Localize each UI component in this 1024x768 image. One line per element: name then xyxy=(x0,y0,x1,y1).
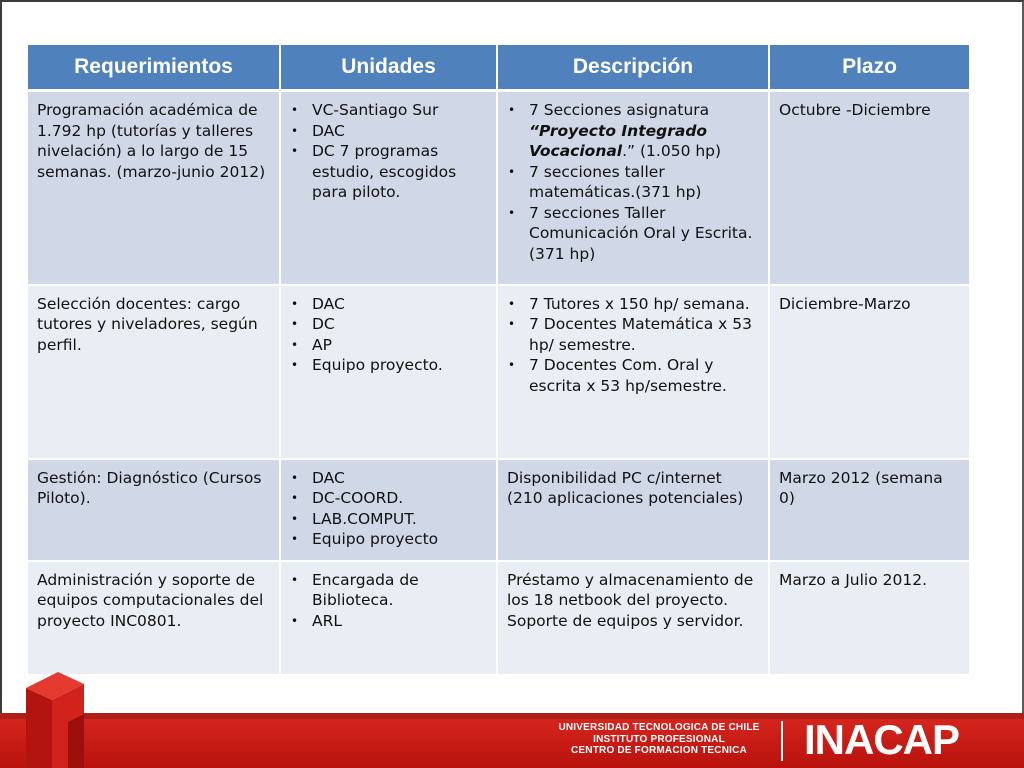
list-item: • DAC xyxy=(291,121,345,140)
list-item: • 7 secciones Taller Comunicación Oral y Escrita.(371 hp) xyxy=(508,203,753,263)
table-row xyxy=(28,459,969,561)
bullet-icon: • xyxy=(291,358,299,372)
bullet-icon: • xyxy=(291,103,299,117)
bullet-icon: • xyxy=(291,613,299,628)
bullet-icon: • xyxy=(291,470,299,485)
bullet-icon: • xyxy=(508,164,516,179)
list-item: • Equipo proyecto xyxy=(291,530,439,548)
cell-plazo: Marzo 2012 (semana 0) xyxy=(769,459,969,561)
list-item: • DAC xyxy=(291,468,345,487)
cell-requerimiento: Selección docentes: cargo tutores y niveladores, según perfil. xyxy=(28,285,280,459)
bullet-icon: • xyxy=(508,317,516,331)
list-item: • DC 7 programas estudio, escogidos para piloto. xyxy=(291,142,457,201)
list-item: • Equipo proyecto. xyxy=(291,356,443,374)
description-line: Soporte de equipos y servidor. xyxy=(507,611,744,630)
course-name: “Proyecto Integrado Vocacional xyxy=(529,121,708,160)
requirements-table xyxy=(28,45,969,676)
table-row xyxy=(28,285,969,459)
header-requerimientos: Requerimientos xyxy=(28,45,280,91)
header-unidades: Unidades xyxy=(280,45,497,91)
bullet-icon: • xyxy=(508,103,516,117)
bullet-icon: • xyxy=(291,532,299,546)
header-plazo: Plazo xyxy=(769,45,969,91)
bullet-icon: • xyxy=(291,317,299,331)
cell-requerimiento: Programación académica de 1.792 hp (tutorías y talleres nivelación) a lo largo de 15 semanas. (marzo-junio 2012) xyxy=(28,91,280,285)
list-item: • Encargada de Biblioteca. xyxy=(291,570,419,609)
header-descripcion: Descripción xyxy=(497,45,769,91)
list-item: • VC-Santiago Sur xyxy=(291,101,439,119)
cell-unidades xyxy=(280,91,497,285)
cell-unidades xyxy=(280,561,497,675)
institution-line-2: INSTITUTO PROFESIONAL xyxy=(593,733,725,745)
list-item: • 7 Secciones asignatura “Proyecto Integrado Vocacional.” (1.050 hp) xyxy=(508,101,722,160)
cell-unidades xyxy=(280,285,497,459)
list-item: • DC-COORD. xyxy=(291,489,404,507)
cell-descripcion: Disponibilidad PC c/internet (210 aplicaciones potenciales) xyxy=(497,459,769,561)
cell-descripcion xyxy=(497,285,769,459)
list-item: • ARL xyxy=(291,611,343,630)
list-item: • LAB.COMPUT. xyxy=(291,509,417,528)
bullet-icon: • xyxy=(291,572,299,587)
bullet-icon: • xyxy=(291,123,299,138)
institution-line-3: CENTRO DE FORMACION TECNICA xyxy=(571,745,747,756)
cell-plazo: Diciembre-Marzo xyxy=(769,285,969,459)
cell-requerimiento: Gestión: Diagnóstico (Cursos Piloto). xyxy=(28,459,280,561)
bullet-icon: • xyxy=(508,296,516,311)
list-item: • DAC xyxy=(291,294,345,313)
cell-unidades xyxy=(280,459,497,561)
bullet-icon: • xyxy=(291,144,299,158)
institution-line-1: UNIVERSIDAD TECNOLOGICA DE CHILE xyxy=(558,722,760,733)
cell-descripcion xyxy=(497,91,769,285)
cell-requerimiento: Administración y soporte de equipos computacionales del proyecto INC0801. xyxy=(28,561,280,675)
list-item: • 7 Docentes Matemática x 53 hp/ semestre. xyxy=(508,315,752,354)
bullet-icon: • xyxy=(291,296,299,311)
cell-plazo: Octubre -Diciembre xyxy=(769,91,969,285)
list-item: • 7 Tutores x 150 hp/ semana. xyxy=(508,294,750,313)
institution-lines xyxy=(556,722,762,757)
bullet-icon: • xyxy=(291,511,299,526)
cell-plazo: Marzo a Julio 2012. xyxy=(769,561,969,675)
bullet-icon: • xyxy=(291,491,299,505)
inacap-3d-logo-icon xyxy=(18,668,98,768)
description-line: Préstamo y almacenamiento de los 18 netbook del proyecto. xyxy=(507,570,754,609)
bullet-icon: • xyxy=(291,337,299,352)
table-header-row xyxy=(28,45,969,91)
bullet-icon: • xyxy=(508,358,516,372)
bullet-icon: • xyxy=(508,205,516,220)
brand-logo-text: INACAP xyxy=(804,716,960,763)
list-item: • DC xyxy=(291,315,335,333)
cell-descripcion xyxy=(497,561,769,675)
list-item: • 7 secciones taller matemáticas.(371 hp) xyxy=(508,162,702,201)
table-row xyxy=(28,91,969,285)
list-item: • AP xyxy=(291,335,332,354)
table-row xyxy=(28,561,969,675)
footer-divider xyxy=(781,721,783,761)
list-item: • 7 Docentes Com. Oral y escrita x 53 hp/semestre. xyxy=(508,356,727,395)
